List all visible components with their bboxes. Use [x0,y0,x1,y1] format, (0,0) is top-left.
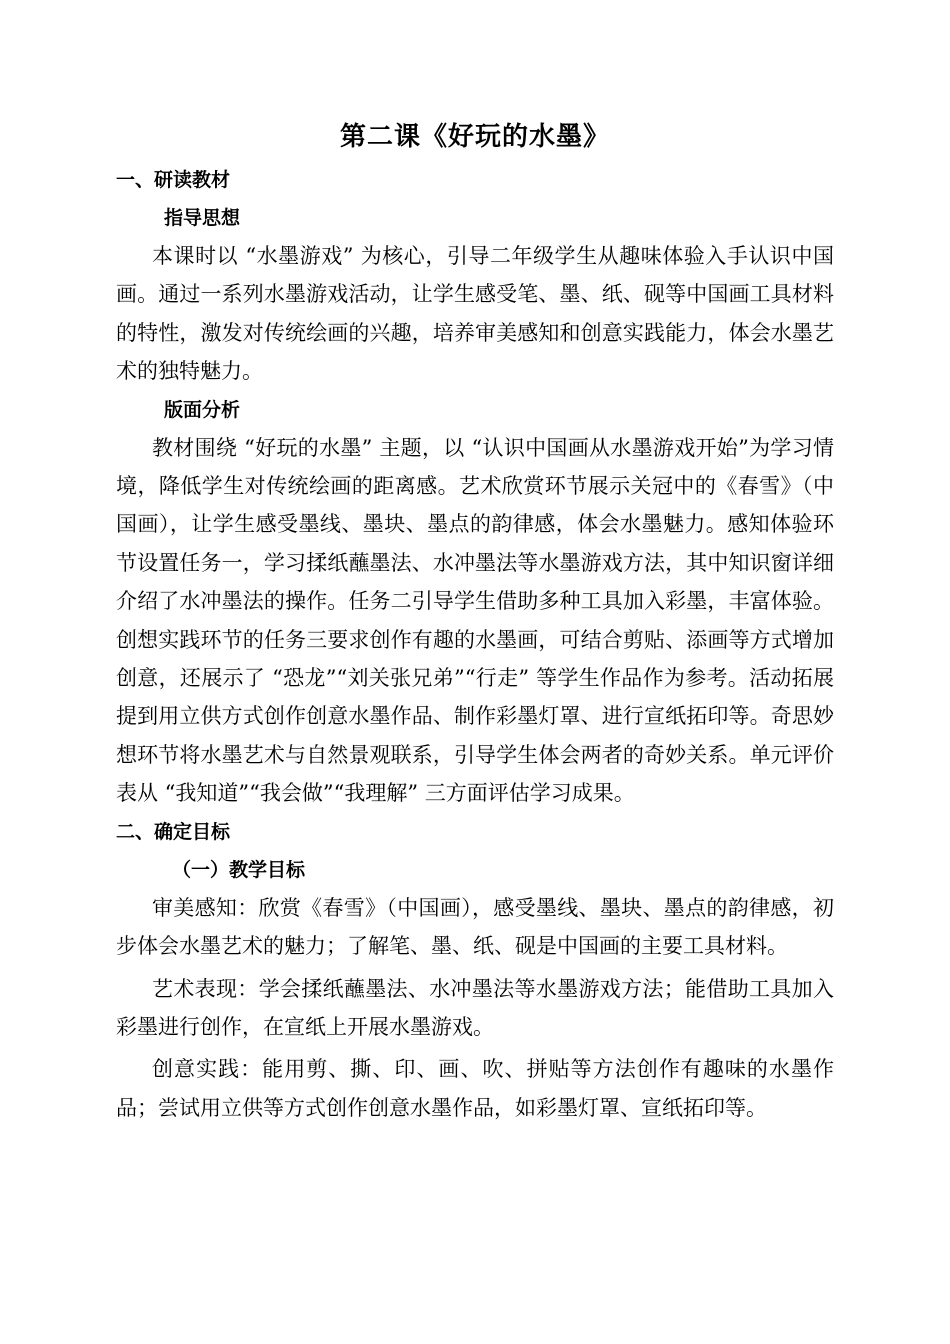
subheading-teaching-goals: （一）教学目标 [172,858,306,881]
section-heading-set-goals: 二、确定目标 [116,820,231,843]
paragraph-layout-analysis: 教材围绕 “好玩的水墨” 主题，以 “认识中国画从水墨游戏开始”为学习情境，降低学生对传统绘画的距离感。艺术欣赏环节展示关冠中的《春雪》（中国画），让学生感受墨线、墨块、墨点的韵律感，体会水墨魅力。感知体验环节设置任务一，学习揉纸蘸墨法、水冲墨法等水墨游戏方法，其中知识窗详细介绍了水冲墨法的操作。任务二引导学生借助多种工具加入彩墨，丰富体验。创想实践环节的任务三要求创作有趣的水墨画，可结合剪贴、添画等方式增加创意，还展示了 “恐龙”“刘关张兄弟”“行走” 等学生作品作为参考。活动拓展提到用立供方式创作创意水墨作品、制作彩墨灯罩、进行宣纸拓印等。奇思妙想环节将水墨艺术与自然景观联系，引导学生体会两者的奇妙关系。单元评价表从 “我知道”“我会做”“我理解” 三方面评估学习成果。 [116,435,834,806]
section-heading-study-textbook: 一、研读教材 [116,169,231,191]
subheading-guiding-idea: 指导思想 [164,207,241,229]
paragraph-creative-practice: 创意实践：能用剪、撕、印、画、吹、拼贴等方法创作有趣味的水墨作品；尝试用立供等方式创作创意水墨作品，如彩墨灯罩、宣纸拓印等。 [116,1057,834,1120]
paragraph-artistic-expression: 艺术表现：学会揉纸蘸墨法、水冲墨法等水墨游戏方法；能借助工具加入彩墨进行创作，在宣纸上开展水墨游戏。 [116,976,834,1039]
paragraph-aesthetic-perception: 审美感知：欣赏《春雪》（中国画），感受墨线、墨块、墨点的韵律感，初步体会水墨艺术的魅力；了解笔、墨、纸、砚是中国画的主要工具材料。 [116,895,834,959]
paragraph-guiding-idea: 本课时以 “水墨游戏” 为核心，引导二年级学生从趣味体验入手认识中国画。通过一系列水墨游戏活动，让学生感受笔、墨、纸、砚等中国画工具材料的特性，激发对传统绘画的兴趣，培养审美感知和创意实践能力，体会水墨艺术的独特魅力。 [116,244,834,384]
document-page [116,115,834,1127]
subheading-layout-analysis: 版面分析 [164,398,241,421]
page-title: 第二课《好玩的水墨》 [339,122,610,152]
